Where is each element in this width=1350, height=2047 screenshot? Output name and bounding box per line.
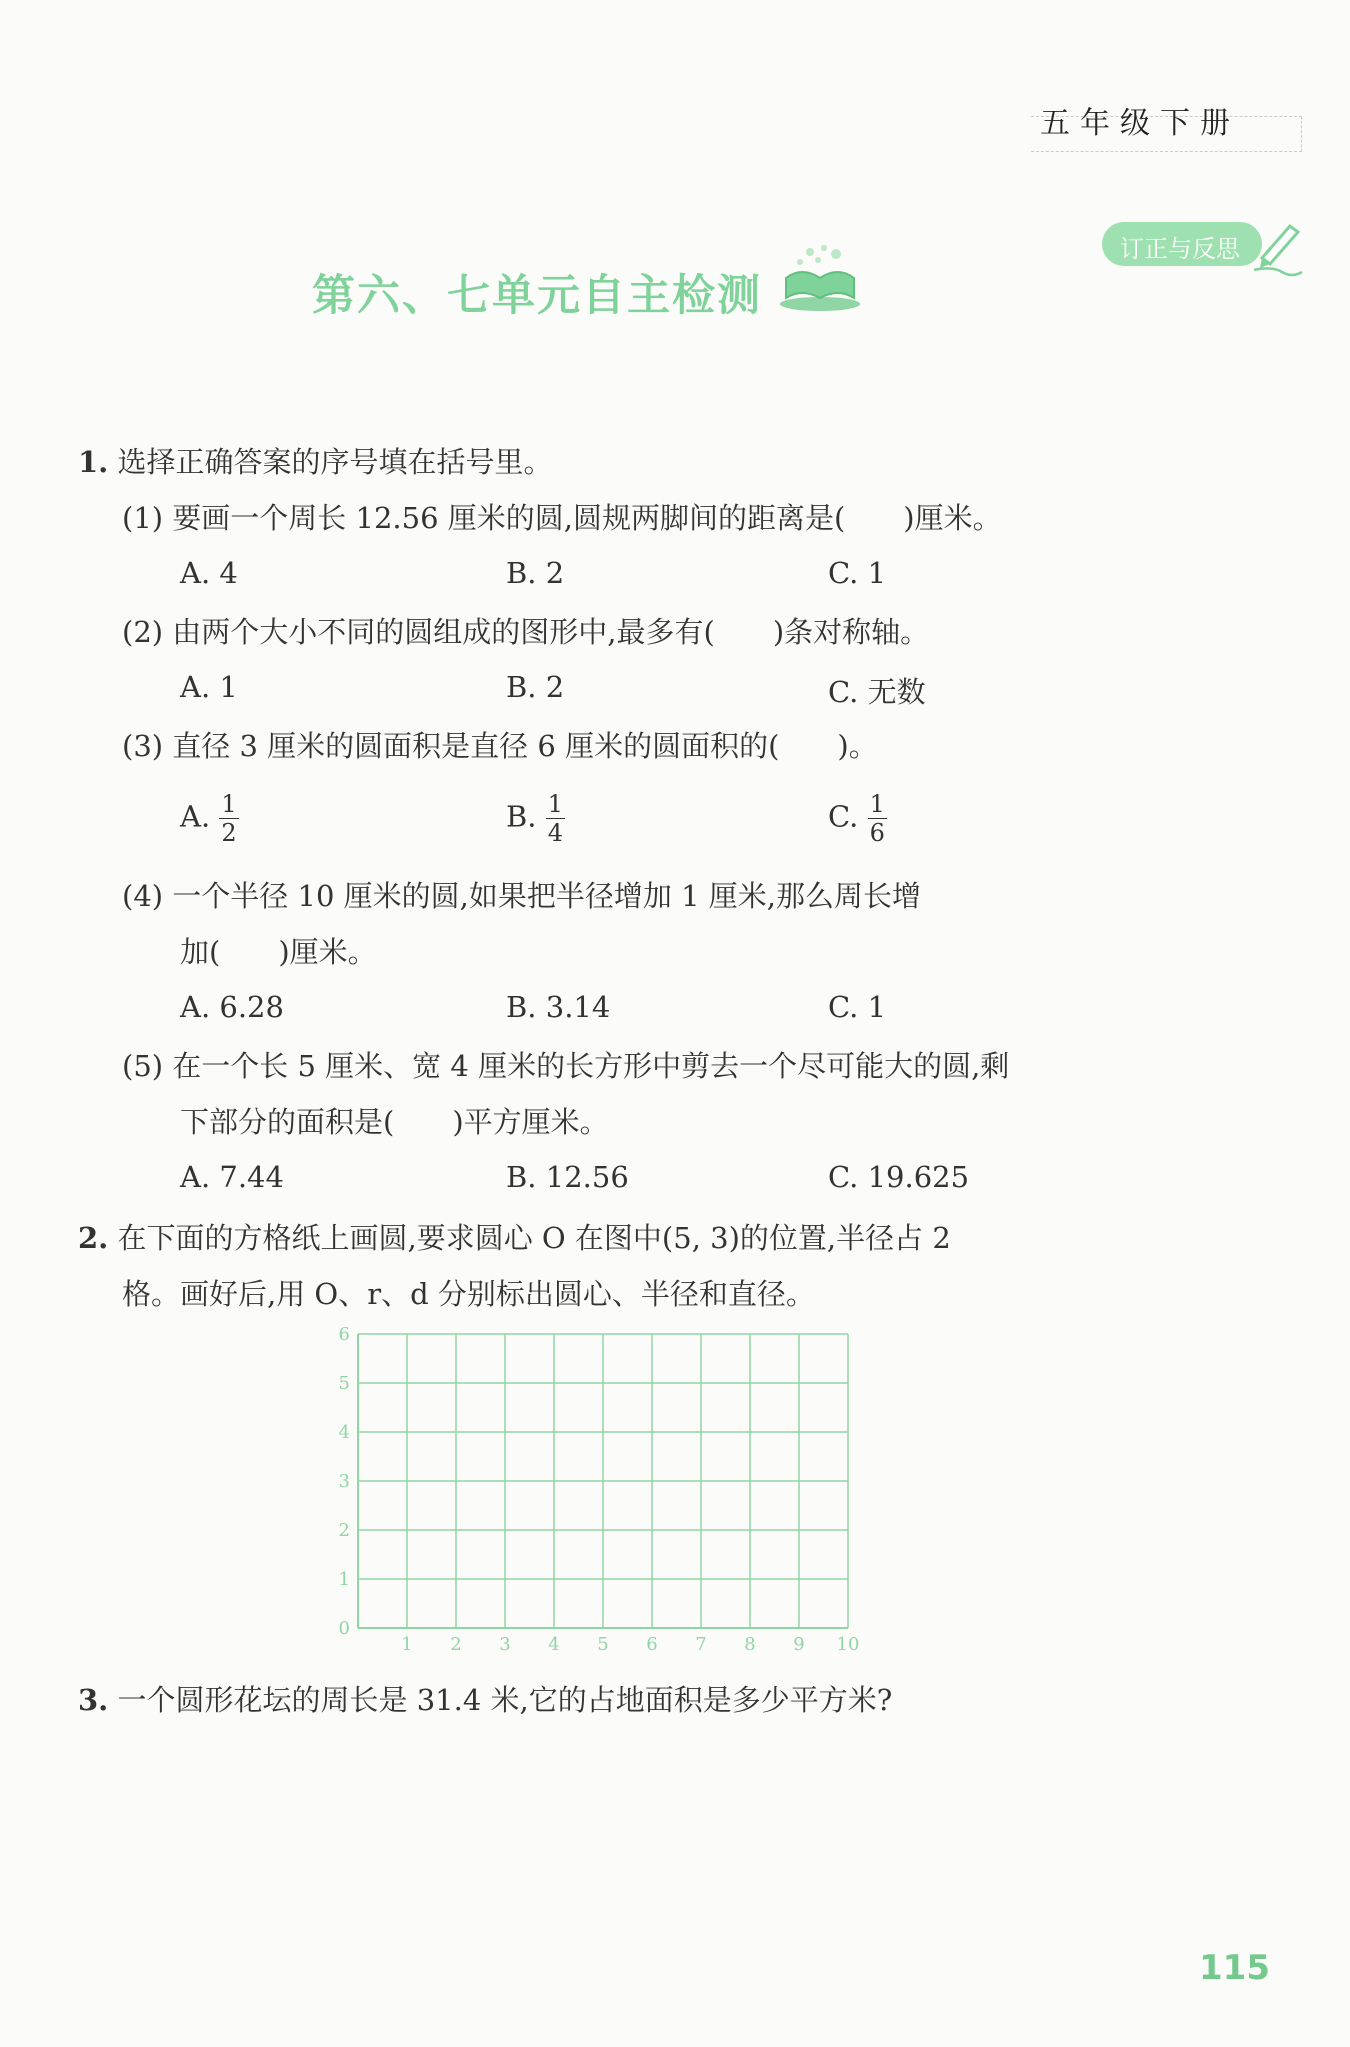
page-number: 115 [1199,1948,1270,1988]
y-tick-label: 4 [338,1422,350,1443]
option-b: B. 2 [506,670,565,704]
fraction [546,790,565,847]
coordinate-grid [330,1322,870,1662]
question-2-cont: 格。画好后,用 O、r、d 分别标出圆心、半径和直径。 [122,1277,815,1311]
x-tick-label: 4 [548,1634,560,1655]
correction-badge [1102,218,1302,270]
option-a [180,790,239,847]
option-c: C. 无数 [828,675,926,709]
option-a-label: A. [180,799,211,834]
question-1 [78,442,553,482]
badge-text: 订正与反思 [1120,235,1240,263]
option-a: A. 7.44 [180,1160,284,1194]
x-tick-label: 5 [597,1634,609,1655]
q1-item-4-cont: 加( )厘米。 [180,935,377,969]
x-tick-label: 2 [450,1634,462,1655]
denominator: 6 [869,819,885,847]
x-tick-label: 9 [793,1634,805,1655]
x-tick-label: 8 [744,1634,756,1655]
option-a: A. 6.28 [180,990,284,1024]
q1-item-3: (3) 直径 3 厘米的圆面积是直径 6 厘米的圆面积的( )。 [122,729,878,763]
option-c: C. 1 [828,990,887,1024]
question-number: 2. [78,1221,109,1255]
q1-item-1: (1) 要画一个周长 12.56 厘米的圆,圆规两脚间的距离是( )厘米。 [122,501,1002,535]
q1-item-2: (2) 由两个大小不同的圆组成的图形中,最多有( )条对称轴。 [122,615,930,649]
x-tick-label: 3 [499,1634,511,1655]
numerator: 1 [869,790,885,818]
question-2 [78,1218,951,1258]
option-c: C. 19.625 [828,1160,970,1194]
denominator: 2 [221,819,237,847]
x-tick-label: 1 [401,1634,413,1655]
q1-item-5-cont: 下部分的面积是( )平方厘米。 [180,1105,609,1139]
option-b: B. 3.14 [506,990,611,1024]
option-c [828,790,887,847]
option-a: A. 4 [180,556,238,590]
x-tick-label: 10 [836,1634,860,1655]
y-tick-label: 3 [338,1471,350,1492]
question-text: 选择正确答案的序号填在括号里。 [117,445,553,479]
option-c: C. 1 [828,556,887,590]
denominator: 4 [547,819,564,847]
q1-item-5: (5) 在一个长 5 厘米、宽 4 厘米的长方形中剪去一个尽可能大的圆,剩 [122,1049,1010,1083]
numerator: 1 [547,790,564,818]
x-tick-label: 6 [646,1634,658,1655]
fraction [219,790,238,847]
page-title: 第六、七单元自主检测 [312,271,762,321]
question-number: 1. [78,445,109,479]
y-tick-label: 2 [338,1520,350,1541]
question-number: 3. [78,1683,109,1717]
option-a: A. 1 [180,670,238,704]
numerator: 1 [221,790,237,818]
question-text: 一个圆形花坛的周长是 31.4 米,它的占地面积是多少平方米? [117,1683,893,1717]
option-c-label: C. [828,799,859,834]
option-b: B. 2 [506,556,565,590]
q1-item-4: (4) 一个半径 10 厘米的圆,如果把半径增加 1 厘米,那么周长增 [122,879,921,913]
grade-label: 五年级下册 [1040,106,1240,141]
pencil-icon [1252,218,1304,278]
y-tick-label: 1 [338,1569,350,1590]
y-tick-label: 5 [338,1373,350,1394]
option-b: B. 12.56 [506,1160,629,1194]
option-b [506,790,565,847]
books-icon [770,238,870,318]
x-tick-label: 7 [695,1634,707,1655]
y-tick-label: 6 [338,1324,350,1345]
option-b-label: B. [506,799,537,834]
question-text: 在下面的方格纸上画圆,要求圆心 O 在图中(5, 3)的位置,半径占 2 [117,1221,951,1255]
fraction [868,790,887,847]
question-3 [78,1680,892,1720]
y-tick-label: 0 [338,1618,350,1639]
